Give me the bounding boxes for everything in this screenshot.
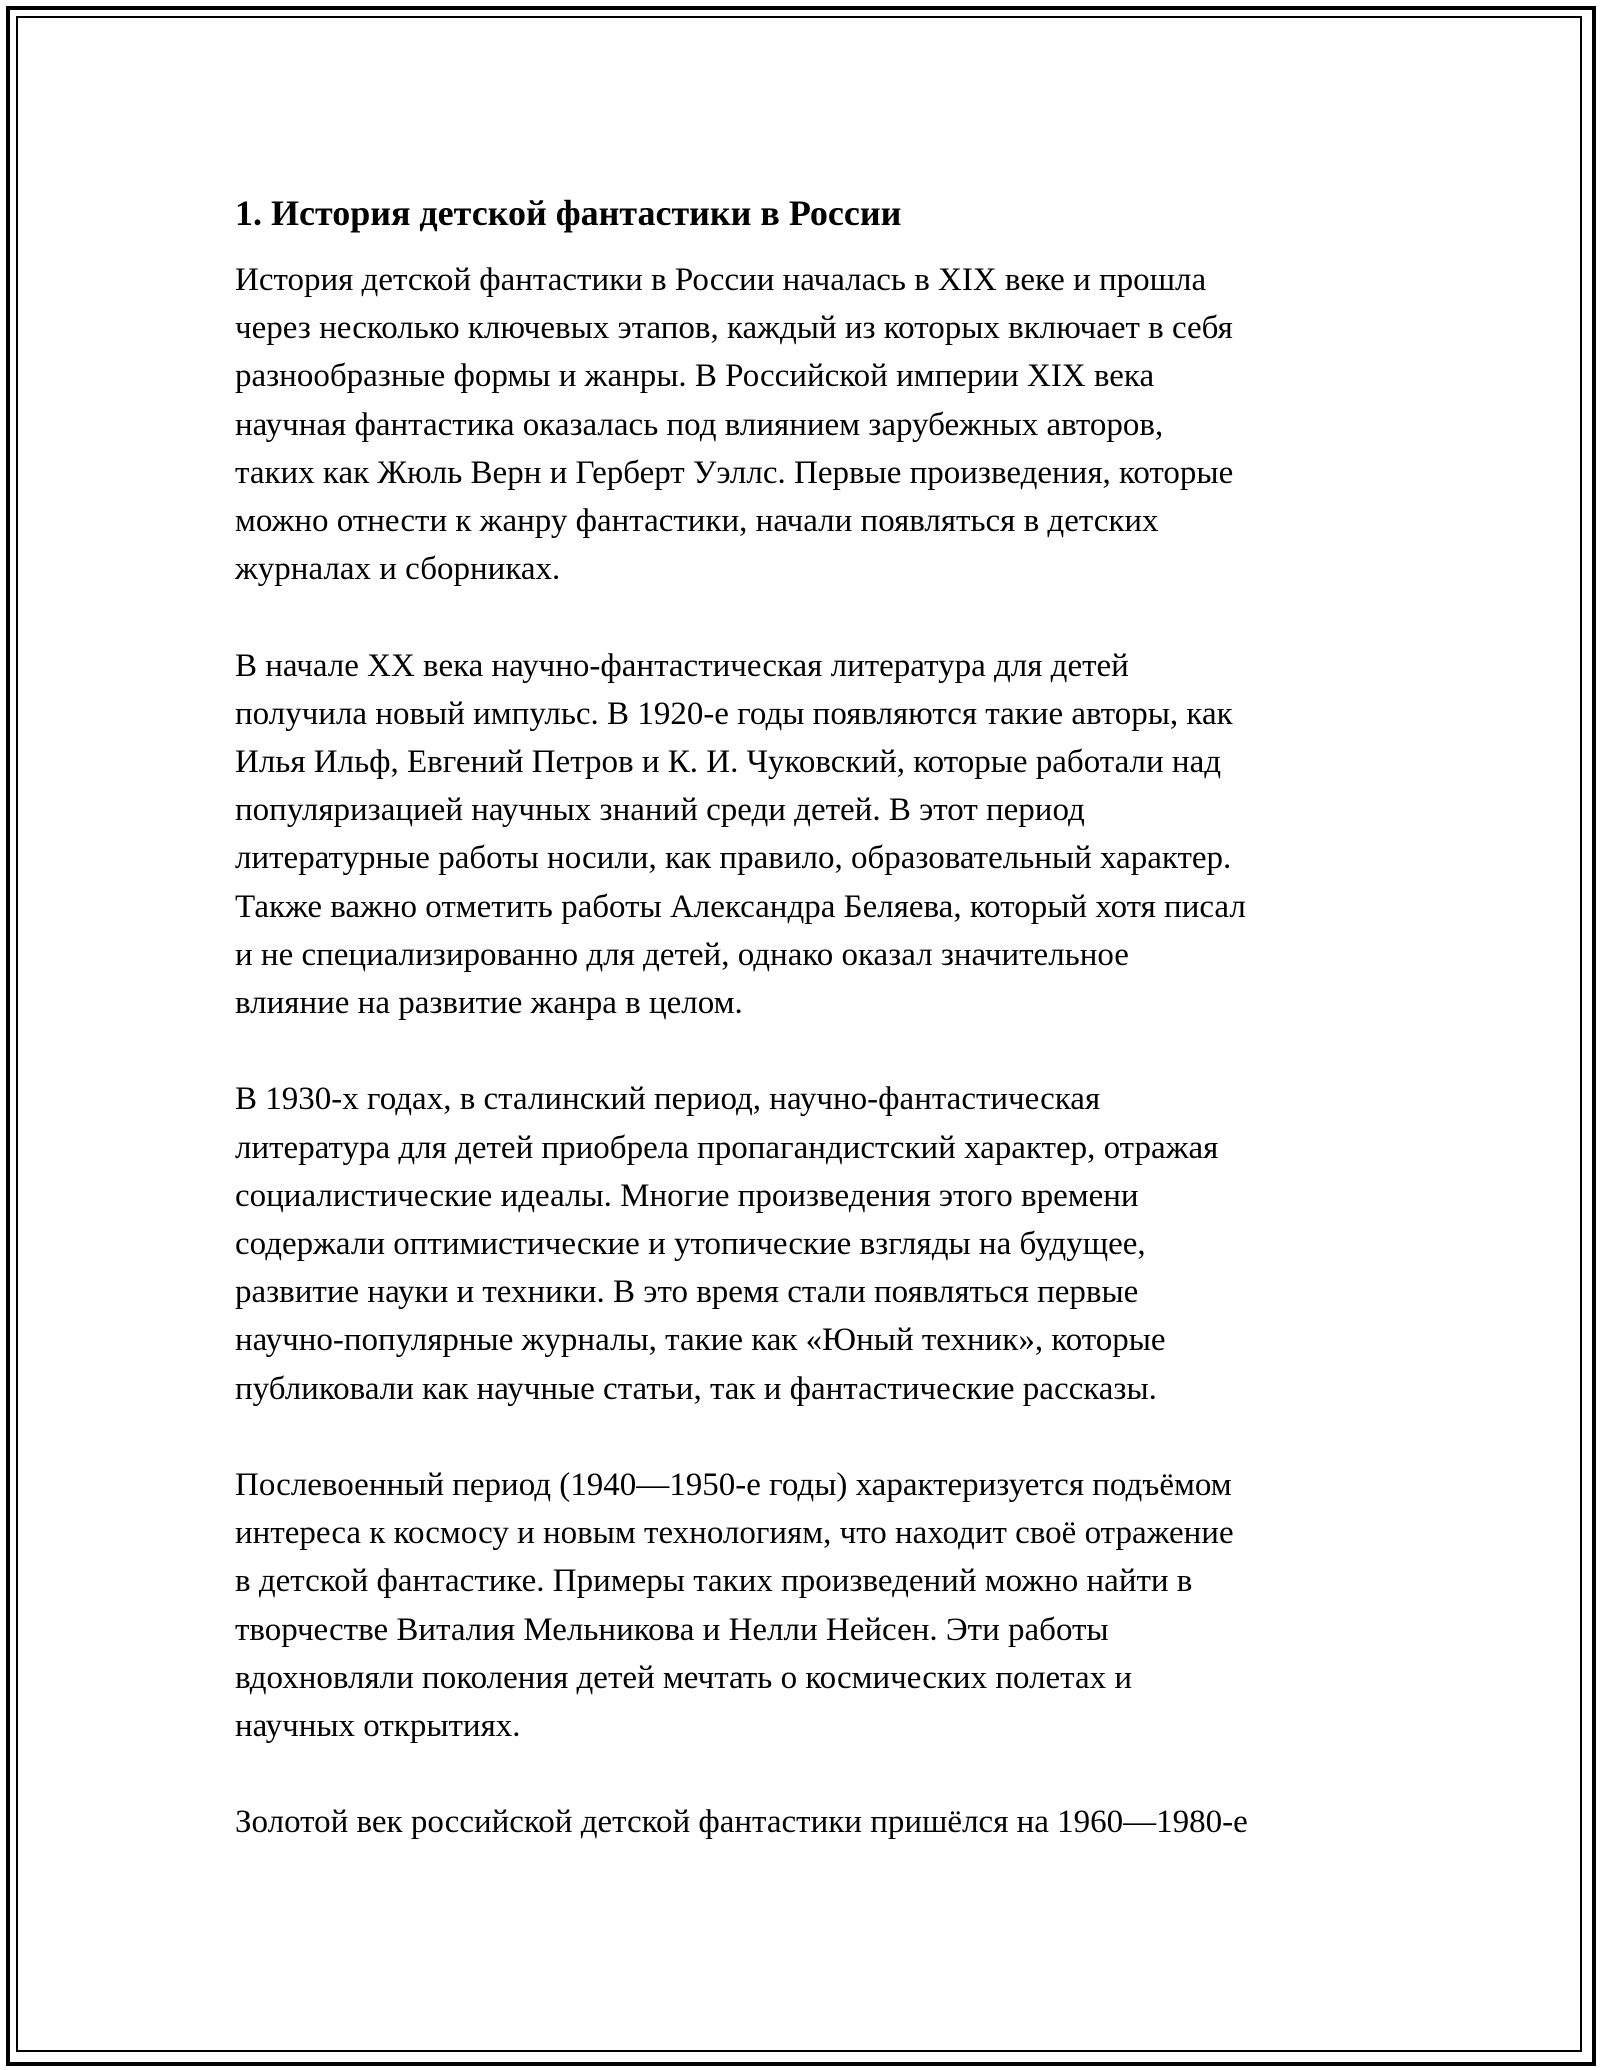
paragraph-2 — [235, 642, 1395, 1028]
paragraph-1 — [235, 256, 1395, 593]
text-line: Золотой век российской детской фантастики пришёлся на 1960—1980-е — [235, 1804, 1248, 1841]
paragraph-3 — [235, 1075, 1395, 1412]
text-line: творчестве Виталия Мельникова и Нелли Нейсен. Эти работы — [235, 1611, 1109, 1648]
text-line: научно-популярные журналы, такие как «Юный техник», которые — [235, 1322, 1166, 1359]
text-line: таких как Жюль Верн и Герберт Уэллс. Первые произведения, которые — [235, 454, 1234, 491]
text-line: журналах и сборниках. — [235, 551, 561, 588]
section-heading: 1. История детской фантастики в России — [235, 193, 902, 233]
text-line: В 1930-х годах, в сталинский период, научно-фантастическая — [235, 1081, 1101, 1118]
text-line: научная фантастика оказалась под влиянием зарубежных авторов, — [235, 406, 1164, 443]
text-line: литературные работы носили, как правило, образовательный характер. — [235, 840, 1232, 877]
text-line: вдохновляли поколения детей мечтать о космических полетах и — [235, 1659, 1133, 1696]
text-line: содержали оптимистические и утопические взгляды на будущее, — [235, 1226, 1146, 1263]
text-line: Также важно отметить работы Александра Беляева, который хотя писал — [235, 888, 1246, 925]
text-line: В начале XX века научно-фантастическая литература для детей — [235, 647, 1129, 684]
text-line: и не специализированно для детей, однако оказал значительное — [235, 936, 1129, 973]
text-line: разнообразные формы и жанры. В Российской империи XIX века — [235, 358, 1155, 395]
text-line: публиковали как научные статьи, так и фантастические рассказы. — [235, 1370, 1157, 1407]
text-line: влияние на развитие жанра в целом. — [235, 985, 743, 1022]
text-line: История детской фантастики в России началась в XIX веке и прошла — [235, 262, 1207, 298]
text-line: интереса к космосу и новым технологиям, что находит своё отражение — [235, 1515, 1234, 1552]
text-line: Послевоенный период (1940—1950-е годы) характеризуется подъёмом — [235, 1467, 1232, 1504]
text-line: популяризацией научных знаний среди детей. В этот период — [235, 792, 1085, 829]
text-line: развитие науки и техники. В это время стали появляться первые — [235, 1274, 1139, 1311]
text-line: научных открытиях. — [235, 1708, 521, 1745]
paragraph-4 — [235, 1461, 1395, 1750]
paragraph-5 — [235, 1798, 1395, 1846]
document-body — [235, 184, 1395, 1895]
text-line: социалистические идеалы. Многие произведения этого времени — [235, 1177, 1139, 1214]
text-line: можно отнести к жанру фантастики, начали появляться в детских — [235, 503, 1159, 540]
text-line: литература для детей приобрела пропагандистский характер, отражая — [235, 1129, 1219, 1166]
text-line: получила новый импульс. В 1920-е годы появляются такие авторы, как — [235, 695, 1233, 732]
text-line: Илья Ильф, Евгений Петров и К. И. Чуковский, которые работали над — [235, 744, 1222, 781]
text-line: через несколько ключевых этапов, каждый из которых включает в себя — [235, 310, 1233, 347]
text-line: в детской фантастике. Примеры таких произведений можно найти в — [235, 1563, 1193, 1600]
